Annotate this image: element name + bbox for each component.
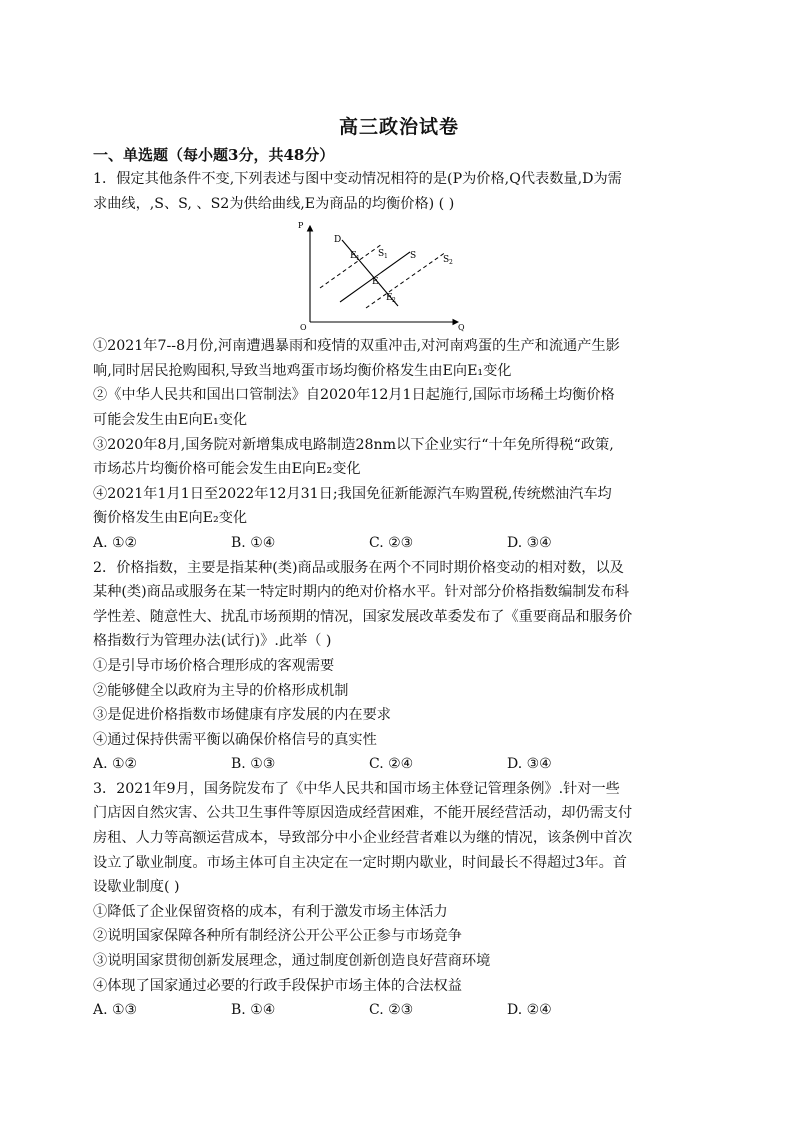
exam-page [93, 112, 705, 1023]
q3-statement: ①降低了企业保留资格的成本，有利于激发市场主体活力 [93, 903, 448, 920]
q2-statement: ①是引导市场价格合理形成的客观需要 [93, 657, 335, 674]
q1-stem-line: 1．假定其他条件不变,下列表述与图中变动情况相符的是(P为价格,Q代表数量,D为需 [93, 171, 622, 187]
q2-options [93, 752, 705, 777]
q1-option-c[interactable]: C. ②③ [369, 534, 414, 551]
q1-statement: 衡价格发生由E向E₂变化 [93, 510, 248, 527]
origin-label: O [300, 323, 307, 333]
q2-option-c[interactable]: C. ②④ [369, 756, 414, 773]
q1-statement: 可能会发生由E向E₁变化 [93, 411, 248, 428]
supply-demand-diagram [298, 220, 468, 332]
q2-statement: ②能够健全以政府为主导的价格形成机制 [93, 682, 349, 699]
supply-label-s1-sub: 1 [384, 253, 388, 261]
q3-option-d[interactable]: D. ②④ [507, 1002, 552, 1019]
supply-label-s: S [410, 251, 417, 262]
page-title: 高三政治试卷 [338, 116, 459, 138]
eq-label-e1-sub: 1 [356, 255, 360, 263]
q1-statement: ②《中华人民共和国出口管制法》自2020年12月1日起施行,国际市场稀土均衡价格 [93, 387, 615, 404]
q1-statement: ①2021年7--8月份,河南遭遇暴雨和疫情的双重冲击,对河南鸡蛋的生产和流通产生影 [93, 338, 620, 355]
q3-stem-line: 门店因自然灾害、公共卫生事件等原因造成经营困难，不能开展经营活动，却仍需支付 [93, 805, 633, 822]
demand-label: D [334, 235, 342, 246]
q2-option-d[interactable]: D. ③④ [507, 756, 552, 773]
q3-statement: ③说明国家贯彻创新发展理念，通过制度创新创造良好营商环境 [93, 953, 491, 970]
q2-option-b[interactable]: B. ①③ [231, 756, 276, 773]
q3-option-a[interactable]: A. ①③ [93, 1002, 138, 1019]
supply-label-s2-sub: 2 [449, 259, 453, 267]
q2-stem-line: 某种(类)商品或服务在某一特定时期内的绝对价格水平。针对部分价格指数编制发布科 [93, 584, 630, 601]
q3-stem-line: 房租、人力等高额运营成本，导致部分中小企业经营者难以为继的情况，该条例中首次 [93, 830, 633, 847]
section-heading: 一、单选题（每小题3分，共48分） [93, 146, 335, 164]
axis-label-p: P [298, 221, 304, 231]
question-1 [93, 167, 705, 556]
supply-label-s2 [443, 255, 453, 266]
q2-option-a[interactable]: A. ①② [93, 756, 138, 773]
q1-option-a[interactable]: A. ①② [93, 534, 138, 551]
q3-options [93, 998, 705, 1023]
eq-label-e1-main: E [350, 251, 357, 262]
q3-option-b[interactable]: B. ①④ [231, 1002, 276, 1019]
q3-statement: ④体现了国家通过必要的行政手段保护市场主体的合法权益 [93, 977, 462, 994]
supply-label-s1-main: S [378, 249, 385, 260]
q2-stem-line: 2．价格指数，主要是指某种(类)商品或服务在两个不同时期价格变动的相对数，以及 [93, 559, 624, 576]
q1-stem-line: 求曲线，,S、S, 、S2为供给曲线,E为商品的均衡价格) ( ) [93, 195, 455, 212]
q3-stem-line: 3．2021年9月，国务院发布了《中华人民共和国市场主体登记管理条例》.针对一些 [93, 780, 620, 797]
supply-label-s1 [378, 249, 388, 260]
q2-stem-line: 学性差、随意性大、扰乱市场预期的情况，国家发展改革委发布了《重要商品和服务价 [93, 608, 633, 625]
q1-statement: 响,同时居民抢购囤积,导致当地鸡蛋市场均衡价格发生由E向E₁变化 [93, 362, 512, 379]
q3-stem-line: 设立了歇业制度。市场主体可自主决定在一定时期内歇业，时间最长不得超过3年。首 [93, 854, 627, 871]
q3-option-c[interactable]: C. ②③ [369, 1002, 414, 1019]
eq-label-e: E [372, 277, 379, 288]
q1-option-b[interactable]: B. ①④ [231, 534, 276, 551]
eq-label-e2-sub: 2 [392, 297, 396, 305]
eq-label-e2-main: E [386, 293, 393, 304]
q2-stem-line: 格指数行为管理办法(试行)》.此举（ ) [93, 633, 332, 650]
question-3 [93, 777, 705, 1023]
q2-statement: ③是促进价格指数市场健康有序发展的内在要求 [93, 707, 391, 724]
q3-stem-line: 设歇业制度( ) [93, 879, 180, 896]
q1-statement: ③2020年8月,国务院对新增集成电路制造28nm以下企业实行“十年免所得税“政策, [93, 436, 614, 453]
q2-statement: ④通过保持供需平衡以确保价格信号的真实性 [93, 731, 377, 748]
supply-demand-svg [298, 220, 468, 332]
eq-label-e2 [386, 293, 396, 304]
axis-label-q: Q [458, 323, 465, 333]
q1-statement: 市场芯片均衡价格可能会发生由E向E₂变化 [93, 461, 361, 478]
q1-option-d[interactable]: D. ③④ [507, 534, 552, 551]
q3-statement: ②说明国家保障各种所有制经济公开公平公正参与市场竞争 [93, 928, 462, 945]
question-2 [93, 556, 705, 777]
q1-statement: ④2021年1月1日至2022年12月31日;我国免征新能源汽车购置税,传统燃油汽车均 [93, 485, 612, 502]
eq-label-e1 [350, 251, 360, 262]
q1-options [93, 531, 705, 556]
supply-label-s2-main: S [443, 255, 450, 266]
